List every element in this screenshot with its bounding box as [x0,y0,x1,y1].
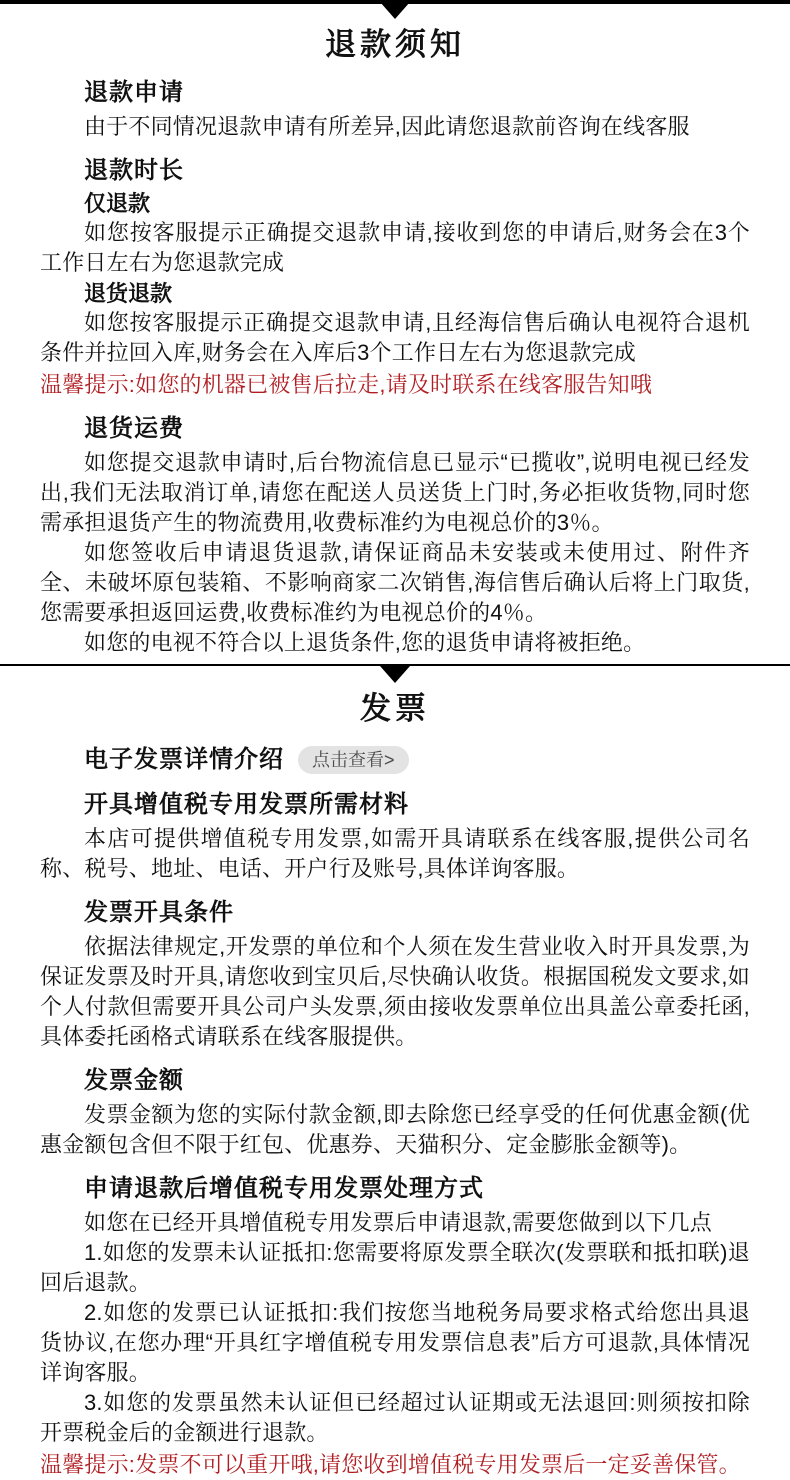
invoice-section [0,690,790,1480]
after-refund-item-3: 3.如您的发票虽然未认证但已经超过认证期或无法退回:则须按扣除开票税金后的金额进行退款。 [40,1390,750,1445]
invoice-warm-tip: 温馨提示:发票不可以重开哦,请您收到增值税专用发票后一定妥善保管。 [40,1452,741,1477]
refund-section-title: 退款须知 [325,27,465,62]
vat-materials-text: 本店可提供增值税专用发票,如需开具请联系在线客服,提供公司名称、税号、地址、电话、开户行及账号,具体详询客服。 [40,826,750,881]
vat-materials-heading: 开具增值税专用发票所需材料 [84,791,409,818]
invoice-amount-heading: 发票金额 [84,1067,184,1094]
invoice-condition-text: 依据法律规定,开发票的单位和个人须在发生营业收入时开具发票,为保证发票及时开具,请您收到宝贝后,尽快确认收货。根据国税发文要求,如个人付款但需要开具公司户头发票,须由接收发票单位出具盖公章委托函,具体委托函格式请联系在线客服提供。 [40,934,750,1049]
section-divider-top [0,0,790,18]
refund-duration-heading: 退款时长 [84,157,184,184]
invoice-condition-heading: 发票开具条件 [84,899,234,926]
return-freight-paragraph-2: 如您签收后申请退货退款,请保证商品未安装或未使用过、附件齐全、未破坏原包装箱、不影响商家二次销售,海信售后确认后将上门取货,您需要承担返回运费,收费标准约为电视总价的4％。 [40,540,750,625]
return-freight-heading: 退货运费 [84,415,184,442]
e-invoice-intro-heading: 电子发票详情介绍 [84,746,284,773]
return-freight-paragraph-3: 如您的电视不符合以上退货条件,您的退货申请将被拒绝。 [84,630,646,655]
down-arrow-icon [380,2,410,19]
view-details-button[interactable]: 点击查看> [298,746,409,774]
return-refund-text: 如您按客服提示正确提交退款申请,且经海信售后确认电视符合退机条件并拉回入库,财务会在入库后3个工作日左右为您退款完成 [40,310,750,365]
invoice-amount-text: 发票金额为您的实际付款金额,即去除您已经享受的任何优惠金额(优惠金额包含但不限于红包、优惠券、天猫积分、定金膨胀金额等)。 [40,1102,750,1157]
after-refund-intro: 如您在已经开具增值税专用发票后申请退款,需要您做到以下几点 [84,1210,712,1235]
refund-apply-text: 由于不同情况退款申请有所差异,因此请您退款前咨询在线客服 [84,114,690,139]
return-refund-warm-tip: 温馨提示:如您的机器已被售后拉走,请及时联系在线客服告知哦 [40,372,653,397]
after-refund-item-1: 1.如您的发票未认证抵扣:您需要将原发票全联次(发票联和抵扣联)退回后退款。 [40,1240,750,1295]
after-refund-item-2: 2.如您的发票已认证抵扣:我们按您当地税务局要求格式给您出具退货协议,在您办理“开具红字增值税专用发票信息表”后方可退款,具体情况详询客服。 [40,1300,750,1385]
only-refund-subheading: 仅退款 [84,191,151,216]
only-refund-text: 如您按客服提示正确提交退款申请,接收到您的申请后,财务会在3个工作日左右为您退款完成 [40,220,750,275]
refund-notice-section [0,26,790,658]
section-divider-invoice [0,664,790,682]
return-refund-subheading: 退货退款 [84,281,173,306]
invoice-section-title: 发票 [360,691,430,726]
down-arrow-icon [380,666,410,683]
after-refund-heading: 申请退款后增值税专用发票处理方式 [84,1175,484,1202]
e-invoice-intro-row [84,744,750,776]
return-freight-paragraph-1: 如您提交退款申请时,后台物流信息已显示“已揽收”,说明电视已经发出,我们无法取消订单,请您在配送人员送货上门时,务必拒收货物,同时您需承担退货产生的物流费用,收费标准约为电视总价的3％。 [40,450,750,535]
refund-apply-heading: 退款申请 [84,79,184,106]
